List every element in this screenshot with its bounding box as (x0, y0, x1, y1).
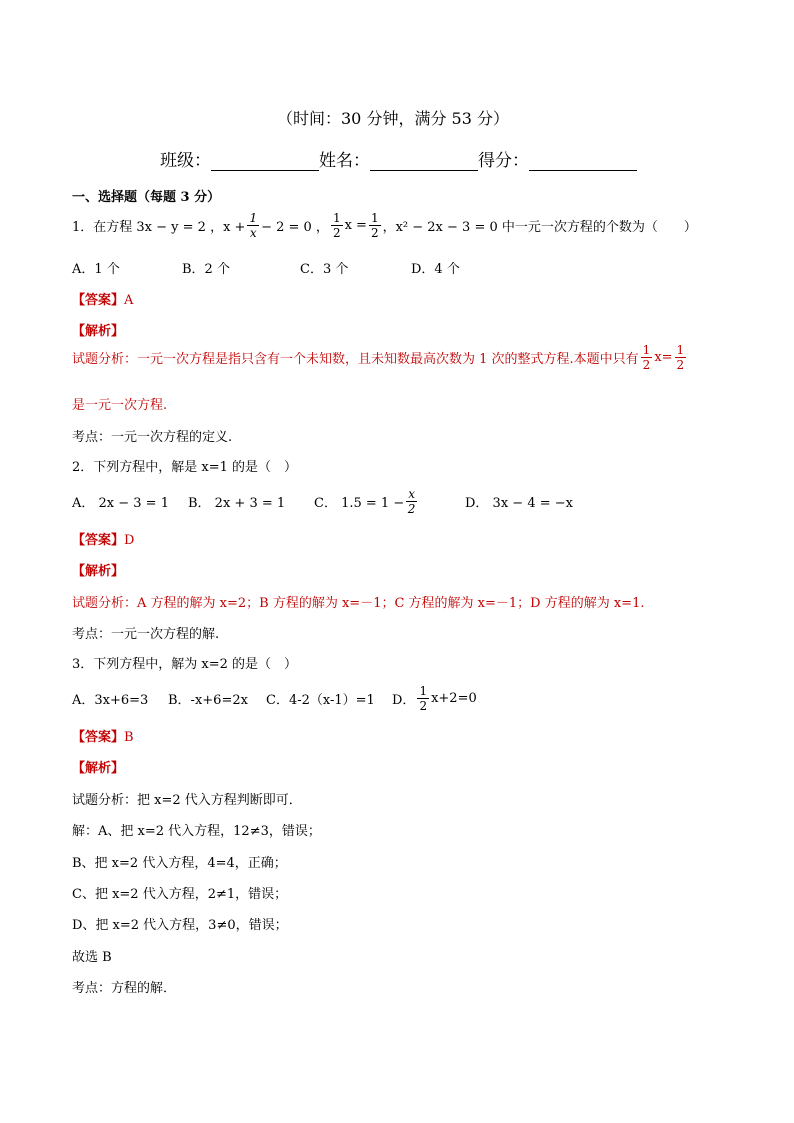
question-3-stem: 3．下列方程中，解为 x=2 的是（ ） (72, 657, 298, 672)
q2-option-a: A． 2x − 3 = 1 (72, 495, 169, 511)
q3-option-d-prefix: D． (392, 692, 416, 708)
q1-option-d: D．4 个 (411, 262, 460, 277)
q3-option-d-suffix: x+2=0 (431, 690, 477, 706)
q2-answer: 【答案】D (72, 533, 135, 548)
q3-analysis-line-3: B、把 x=2 代入方程，4=4，正确； (72, 856, 287, 871)
q3-options (72, 681, 477, 715)
student-info-row (160, 146, 637, 171)
q2-option-d: D． 3x − 4 = −x (465, 495, 573, 511)
q1-fraction-3: $\frac{1}{2}$ (370, 211, 379, 240)
q1-analysis: 试题分析：一元一次方程是指只含有一个未知数，且未知数最高次数为 1 次的整式方程.本题中只有 $\frac{1}{2}$ x= $\frac{1}{2}$ (72, 343, 685, 372)
q2-options (72, 484, 573, 518)
q1-answer: 【答案】A (72, 293, 134, 308)
question-2-stem: 2．下列方程中，解是 x=1 的是（ ） (72, 460, 298, 475)
q1-analysis-fraction-2: $\frac{1}{2}$ (676, 343, 685, 372)
name-blank[interactable] (370, 154, 478, 171)
score-label: 得分： (478, 151, 529, 171)
q3-analysis-line-2: 解：A、把 x=2 代入方程，12≠3，错误； (72, 824, 321, 839)
q2-option-b: B． 2x + 3 = 1 (188, 495, 286, 511)
q3-point: 考点：方程的解． (72, 981, 177, 996)
q1-fraction-2: $\frac{1}{2}$ (332, 211, 341, 240)
q1-option-b: B．2 个 (182, 262, 230, 277)
q3-analysis-label: 【解析】 (72, 761, 125, 776)
class-blank[interactable] (211, 154, 319, 171)
q1-text-prefix: 1．在方程 3x − y = 2 ，x + (72, 220, 246, 235)
q3-analysis-line-6: 故选 B (72, 950, 112, 965)
class-label: 班级： (160, 151, 211, 171)
q1-analysis-fraction-1: $\frac{1}{2}$ (642, 343, 651, 372)
q2-analysis-label: 【解析】 (72, 564, 125, 579)
name-label: 姓名： (319, 151, 370, 171)
q3-option-c: C．4-2（x-1）=1 (266, 692, 375, 708)
q1-fraction-1: $\frac{1}{x}$ (249, 211, 258, 240)
q3-option-b: B．-x+6=2x (168, 692, 248, 708)
q2-option-c: C． 1.5 = 1 − (314, 495, 405, 511)
q3-option-a: A．3x+6=3 (72, 692, 149, 708)
q3-option-d-fraction: $\frac{1}{2}$ (419, 683, 428, 713)
q1-text-mid2: x = (344, 218, 367, 233)
q3-answer: 【答案】B (72, 730, 134, 745)
q1-option-a: A．1 个 (72, 262, 120, 277)
exam-time-note: （时间：30 分钟，满分 53 分） (277, 109, 509, 128)
q2-point: 考点：一元一次方程的解. (72, 627, 220, 642)
q1-option-c: C．3 个 (300, 262, 349, 277)
section-title: 一、选择题（每题 3 分） (72, 190, 221, 205)
q3-analysis-line-1: 试题分析：把 x=2 代入方程判断即可． (72, 793, 302, 808)
q2-analysis: 试题分析：A 方程的解为 x=2；B 方程的解为 x=－1；C 方程的解为 x=－1；D 方程的解为 x=1. (72, 596, 645, 611)
q2-option-c-fraction: $\frac{x}{2}$ (407, 486, 416, 516)
q1-analysis-line2: 是一元一次方程. (72, 398, 168, 413)
q1-text-mid1: − 2 = 0 ， (261, 220, 329, 235)
score-blank[interactable] (529, 154, 637, 171)
q1-analysis-label: 【解析】 (72, 324, 125, 339)
q1-point: 考点：一元一次方程的定义. (72, 430, 233, 445)
q3-analysis-line-4: C、把 x=2 代入方程，2≠1，错误； (72, 887, 288, 902)
question-1-stem (72, 212, 697, 239)
q1-text-suffix: ，x² − 2x − 3 = 0 中一元一次方程的个数为（ ） (382, 220, 697, 235)
q3-analysis-line-5: D、把 x=2 代入方程，3≠0，错误； (72, 918, 288, 933)
